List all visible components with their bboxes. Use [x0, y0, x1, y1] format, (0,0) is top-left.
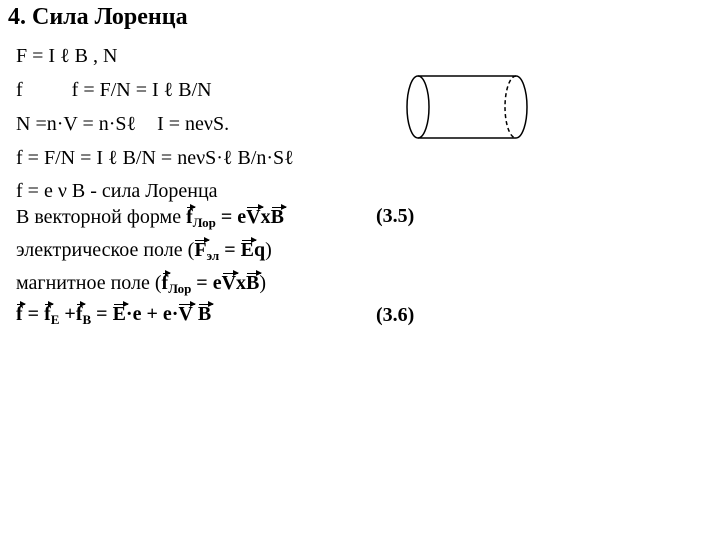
equals-sign: = — [219, 239, 241, 261]
vector-F: F — [194, 239, 207, 261]
subscript-lor: Лор — [192, 215, 216, 230]
equals-e: = e — [215, 206, 247, 228]
subscript-B: B — [82, 312, 92, 327]
equals-sign: = — [91, 303, 113, 325]
vector-E: E — [240, 239, 254, 261]
equation-number-3-6: (3.6) — [376, 304, 415, 326]
vector-f-B: f — [75, 303, 83, 325]
formula-force-line: F = I ℓ B , N — [16, 45, 118, 67]
cylinder-right-end-hidden — [505, 76, 516, 138]
formula-electric-field-line — [16, 238, 272, 268]
vector-f: f — [161, 272, 169, 294]
vector-B: B — [246, 272, 260, 294]
cylinder-right-end-front — [516, 76, 527, 138]
subscript-lor: Лор — [168, 281, 192, 296]
cylinder-diagram — [405, 74, 535, 140]
symbol-f: f — [16, 79, 23, 101]
formula-f-equals: f = F/N = I ℓ B/N — [71, 79, 212, 101]
equals-sign: = — [22, 303, 45, 325]
cross-x: x — [260, 206, 271, 228]
formula-lorentz-scalar-line: f = e ν B - сила Лоренца — [16, 180, 218, 202]
cross-x: x — [236, 272, 247, 294]
close-paren: ) — [259, 272, 267, 294]
subscript-E: E — [50, 312, 60, 327]
formula-force-per-charge-line — [16, 78, 212, 102]
formula-derivation-line: f = F/N = I ℓ B/N = neνS·ℓ B/n·Sℓ — [16, 147, 294, 169]
subscript-el: эл — [206, 248, 220, 263]
vector-form-label: В векторной форме — [16, 206, 187, 228]
vector-B: B — [197, 303, 212, 325]
formula-I: I = neνS. — [157, 113, 230, 135]
vector-f: f — [16, 303, 23, 325]
vector-V: V — [221, 272, 237, 294]
plus-sign: + — [59, 303, 76, 325]
vector-V: V — [246, 206, 261, 228]
close-paren: ) — [265, 239, 272, 261]
electric-field-label: электрическое поле ( — [16, 239, 195, 261]
equals-e: = e — [191, 272, 222, 294]
equation-number-3-5: (3.5) — [376, 205, 415, 227]
magnetic-field-label: магнитное поле ( — [16, 272, 162, 294]
vector-E: E — [112, 303, 126, 325]
vector-f: f — [186, 206, 193, 228]
vector-B: B — [270, 206, 284, 228]
formula-total-force-line — [16, 302, 211, 332]
formula-N: N =n·V = n·Sℓ — [16, 113, 137, 135]
formula-magnetic-field-line — [16, 271, 266, 301]
formula-count-current-line — [16, 112, 229, 136]
cylinder-left-end — [407, 76, 429, 138]
slide-title: 4. Сила Лоренца — [8, 4, 188, 30]
term-e-e: ·e + e· — [125, 303, 179, 325]
vector-f-E: f — [44, 303, 51, 325]
charge-q: q — [253, 239, 266, 261]
formula-vector-form-line — [16, 205, 284, 235]
vector-V: V — [178, 303, 193, 325]
